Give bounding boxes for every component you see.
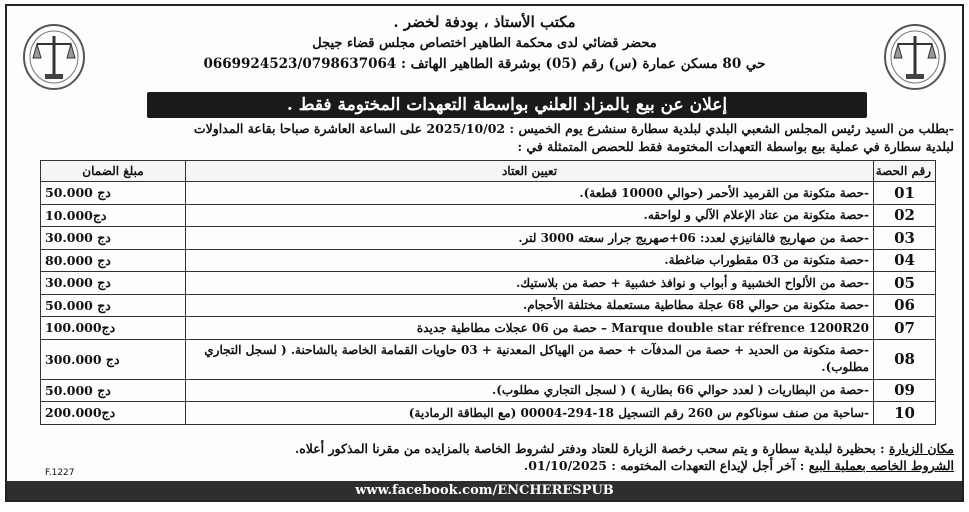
lot-description: -حصة متكونة من عتاد الإعلام الآلي و لواحقه.	[186, 204, 874, 227]
lot-number: 01	[874, 182, 936, 205]
lot-guarantee: 80.000 دج	[41, 249, 186, 272]
table-row	[41, 227, 936, 250]
lot-guarantee: 200.000دج	[41, 402, 186, 425]
header-block	[127, 12, 842, 75]
sale-terms-label: الشروط الخاصه بعملية البيع	[808, 458, 954, 473]
lot-description: Marque double star réfrence 1200R20 – حصة من 06 عجلات مطاطية جديدة	[186, 317, 874, 340]
office-name: مكتب الأستاذ ، بودفة لخضر .	[393, 13, 576, 31]
table-row	[41, 402, 936, 425]
table-row	[41, 272, 936, 295]
header-guarantee: مبلغ الضمان	[41, 161, 186, 182]
visit-place-line	[15, 440, 954, 457]
justice-scales-logo-right	[882, 22, 948, 92]
table-row	[41, 339, 936, 379]
visit-place-text: : بحظيرة لبلدية سطارة و يتم سحب رخصة الزيارة للعتاد ودفتر لشروط الخاصة بالمزايده من مقرنا المذكور أعلاه.	[294, 441, 885, 456]
sale-terms-line	[15, 457, 954, 474]
lot-number: 08	[874, 339, 936, 379]
header-description: تعيين العتاد	[186, 161, 874, 182]
lot-description: -حصة متكونة من 03 مقطوراب ضاغطة.	[186, 249, 874, 272]
lot-number: 06	[874, 294, 936, 317]
lot-number: 02	[874, 204, 936, 227]
lot-guarantee: 300.000 دج	[41, 339, 186, 379]
visit-place-label: مكان الزيارة	[889, 441, 954, 456]
lot-number: 03	[874, 227, 936, 250]
facebook-link[interactable]: www.facebook.com/ENCHERESPUB	[7, 481, 962, 500]
lots-table	[40, 160, 936, 425]
lot-description: -حصة متكونة من حوالي 68 عجلة مطاطية مستعملة مختلفة الأحجام.	[186, 294, 874, 317]
lot-guarantee: 100.000دج	[41, 317, 186, 340]
lot-number: 07	[874, 317, 936, 340]
sale-terms-text: : آخر أجل لإيداع التعهدات المختومه : 01/10/2025.	[523, 458, 805, 473]
footer-notes	[15, 440, 954, 474]
lot-description: -حصة من الألواح الخشبية و أبواب و نوافذ خشبية + حصة من بلاستيك.	[186, 272, 874, 295]
announcement-title: إعلان عن بيع بالمزاد العلني بواسطة التعهدات المختومة فقط .	[147, 92, 867, 118]
lot-description: -حصة متكونة من الحديد + حصة من المدفآت + حصة من الهياكل المعدنية + 03 حاويات القمامة الخاصة بالشاحنة. ( لسجل التجاري مطلوب).	[186, 339, 874, 379]
lot-description: -حصة متكونة من القرميد الأحمر (حوالي 10000 قطعة).	[186, 182, 874, 205]
table-row	[41, 204, 936, 227]
table-row	[41, 182, 936, 205]
lot-number: 04	[874, 249, 936, 272]
office-role: محضر قضائي لدى محكمة الطاهير اختصاص مجلس قضاء جيجل	[312, 36, 657, 51]
intro-line-2: لبلدية سطارة في عملية بيع بواسطة التعهدات المختومة فقط للحصص المتمثلة في :	[517, 139, 954, 154]
table-row	[41, 317, 936, 340]
justice-scales-logo-left	[21, 22, 87, 92]
lot-number: 05	[874, 272, 936, 295]
lot-number: 09	[874, 379, 936, 402]
reference-code: F.1227	[45, 468, 75, 478]
table-header-row	[41, 161, 936, 182]
intro-text	[15, 120, 954, 156]
lot-description: -ساحبة من صنف سوناكوم س 260 رقم التسجيل 18-294-00004 (مع البطاقة الرمادية)	[186, 402, 874, 425]
lot-guarantee: 50.000 دج	[41, 379, 186, 402]
lot-guarantee: 50.000 دج	[41, 182, 186, 205]
lot-guarantee: 50.000 دج	[41, 294, 186, 317]
table-row	[41, 379, 936, 402]
lot-description: -حصة من صهاريج فالفانيزي لعدد: 06+صهريج جرار سعته 3000 لتر.	[186, 227, 874, 250]
header-lot-number: رقم الحصة	[874, 161, 936, 182]
announcement-document	[5, 4, 964, 502]
lot-guarantee: 10.000دج	[41, 204, 186, 227]
intro-line-1: -بطلب من السيد رئيس المجلس الشعبي البلدي لبلدية سطارة سنشرع يوم الخميس : 2025/10/02 على الساعة العاشرة صباحا بقاعة المداولات	[193, 121, 954, 136]
lot-number: 10	[874, 402, 936, 425]
office-address-phone: حي 80 مسكن عمارة (س) رقم (05) بوشرقة الطاهير الهاتف : 0669924523/0798637064	[203, 56, 766, 72]
lot-guarantee: 30.000 دج	[41, 272, 186, 295]
table-row	[41, 249, 936, 272]
table-row	[41, 294, 936, 317]
lot-guarantee: 30.000 دج	[41, 227, 186, 250]
lot-description: -حصة من البطاريات ( لعدد حوالي 66 بطارية ) ( لسجل التجاري مطلوب).	[186, 379, 874, 402]
